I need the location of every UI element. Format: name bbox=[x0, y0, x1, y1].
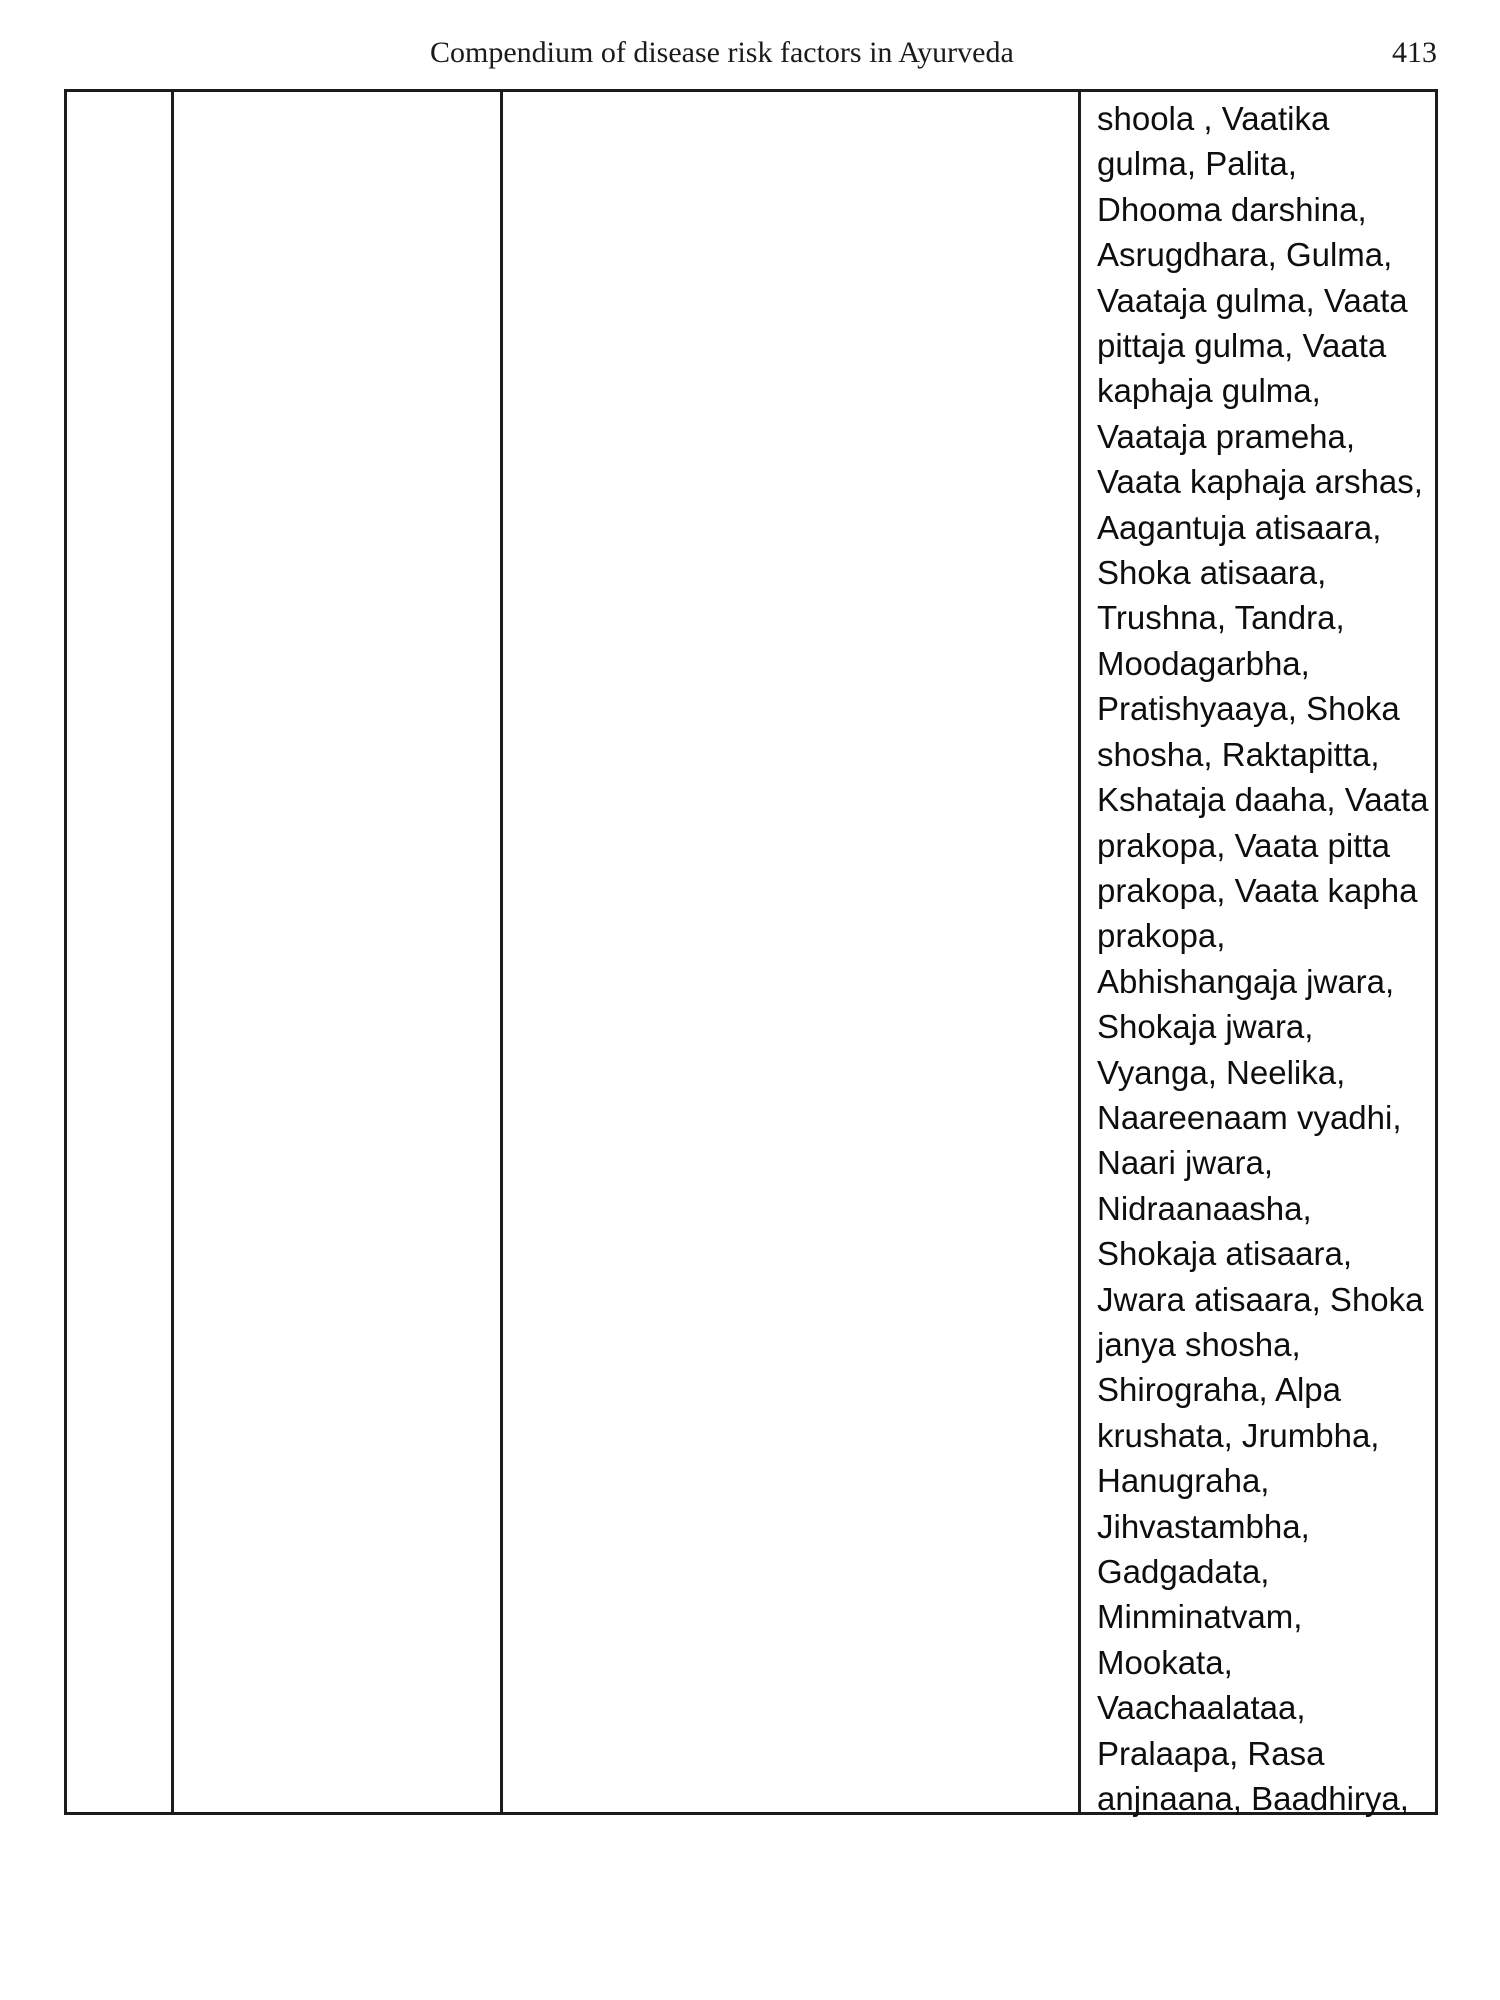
cell-line: gulma, Palita, bbox=[1097, 145, 1297, 183]
page-number: 413 bbox=[1392, 36, 1437, 69]
cell-line: Naari jwara, bbox=[1097, 1144, 1274, 1182]
cell-line: Hanugraha, bbox=[1097, 1462, 1270, 1500]
cell-line: Mookata, bbox=[1097, 1643, 1233, 1681]
cell-line: Shoka atisaara, bbox=[1097, 554, 1327, 592]
cell-line: Kshataja daaha, Vaata bbox=[1097, 781, 1429, 819]
cell-line: Vyanga, Neelika, bbox=[1097, 1053, 1346, 1091]
page-header bbox=[0, 30, 1500, 80]
cell-line: Gadgadata, bbox=[1097, 1553, 1270, 1590]
cell-line: Asrugdhara, Gulma, bbox=[1097, 236, 1393, 274]
cell-line: Vaataja gulma, Vaata bbox=[1097, 281, 1408, 319]
cell-line: Naareenaam vyadhi, bbox=[1097, 1098, 1402, 1136]
cell-line: janya shosha, bbox=[1097, 1325, 1301, 1363]
cell-line: Abhishangaja jwara, bbox=[1097, 962, 1395, 1000]
table-cell-col-4 bbox=[1083, 92, 1443, 1821]
cell-line: krushata, Jrumbha, bbox=[1097, 1416, 1380, 1454]
cell-line: Shokaja jwara, bbox=[1097, 1008, 1314, 1046]
cell-line: pittaja gulma, Vaata bbox=[1097, 327, 1387, 365]
cell-line: Aagantuja atisaara, bbox=[1097, 508, 1382, 546]
cell-line: Vaachaalataa, bbox=[1097, 1689, 1306, 1727]
table-cell-col-3 bbox=[503, 92, 1078, 1812]
cell-line: shosha, Raktapitta, bbox=[1097, 735, 1380, 773]
cell-line: Pratishyaaya, Shoka bbox=[1097, 690, 1400, 728]
cell-line: Shokaja atisaara, bbox=[1097, 1235, 1352, 1273]
cell-line: anjnaana, Baadhirya, bbox=[1097, 1780, 1409, 1818]
cell-line: Dhooma darshina, bbox=[1097, 190, 1367, 228]
cell-line: Vaataja prameha, bbox=[1097, 417, 1356, 455]
cell-line: prakopa, Vaata kapha bbox=[1097, 871, 1418, 909]
cell-line: Nidraanaasha, bbox=[1097, 1189, 1312, 1227]
cell-line: Trushna, Tandra, bbox=[1097, 599, 1345, 637]
cell-line: prakopa, bbox=[1097, 917, 1226, 955]
table-cell-col-2 bbox=[174, 92, 500, 1812]
cell-line: Minminatvam, bbox=[1097, 1598, 1303, 1636]
cell-line: prakopa, Vaata pitta bbox=[1097, 826, 1390, 864]
cell-line: Pralaapa, Rasa bbox=[1097, 1734, 1325, 1772]
cell-line: shoola , Vaatika bbox=[1097, 100, 1330, 137]
table-cell-col-1 bbox=[67, 92, 171, 1812]
cell-line: Shirograha, Alpa bbox=[1097, 1371, 1342, 1409]
column-divider bbox=[1078, 92, 1081, 1812]
cell-line: Moodagarbha, bbox=[1097, 644, 1310, 682]
running-title: Compendium of disease risk factors in Ayurveda bbox=[430, 36, 1014, 69]
cell-line: kaphaja gulma, bbox=[1097, 372, 1321, 410]
cell-line: Jwara atisaara, Shoka bbox=[1097, 1280, 1424, 1318]
cell-line: Vaata kaphaja arshas, bbox=[1097, 463, 1423, 501]
table bbox=[64, 89, 1438, 1818]
cell-line: Jihvastambha, bbox=[1097, 1507, 1310, 1545]
